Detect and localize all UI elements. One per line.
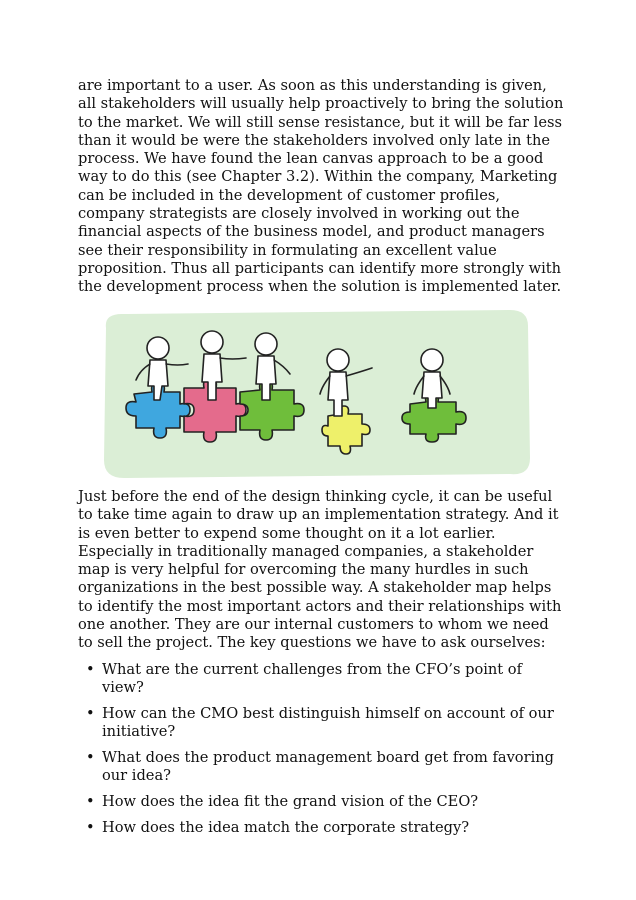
bullet-marker: • <box>86 749 95 767</box>
list-item-text: How does the idea match the corporate strategy? <box>102 819 470 837</box>
questions-list <box>78 661 568 845</box>
list-item-text: How does the idea fit the grand vision of the CEO? <box>102 793 479 811</box>
body-paragraph-2: Just before the end of the design thinking cycle, it can be useful to take time again to draw up an implementation strategy. And it is even better to expend some thought on it a lot earlier. Especially in traditionally managed companies, a stakeholder map is very helpful for overcoming the many hurdles in such organizations in the best possible way. A stakeholder map helps to identify the most important actors and their relationships with one another. They are our internal customers to whom we need to sell the project. The key questions we have to ask ourselves: <box>78 488 562 652</box>
list-item <box>78 705 568 742</box>
bullet-marker: • <box>86 705 95 723</box>
list-item-text: How can the CMO best distinguish himself on account of our initiative? <box>102 705 554 741</box>
bullet-marker: • <box>86 661 95 678</box>
puzzle-figures-icon <box>100 308 532 480</box>
body-paragraph-1: are important to a user. As soon as this understanding is given, all stakeholders will usually help proactively to bring the solution to the market. We will still sense resistance, but it will be far less than it would be were the stakeholders involved only late in the process. We have found the lean canvas approach to be a good way to do this (see Chapter 3.2). Within the company, Marketing can be included in the development of customer profiles, company strategists are closely involved in working out the financial aspects of the business model, and product managers see their responsibility in formulating an excellent value proposition. Thus all participants can identify more strongly with the development process when the solution is implemented later. <box>78 77 564 296</box>
list-item <box>78 749 568 786</box>
list-item <box>78 819 568 837</box>
list-item-text: What does the product management board get from favoring our idea? <box>102 749 554 785</box>
list-item <box>78 661 568 698</box>
bullet-marker: • <box>86 819 95 837</box>
list-item-text: What are the current challenges from the CFO’s point of view? <box>102 661 522 697</box>
list-item <box>78 793 568 811</box>
bullet-marker: • <box>86 793 95 811</box>
stakeholder-puzzle-illustration <box>100 308 532 480</box>
